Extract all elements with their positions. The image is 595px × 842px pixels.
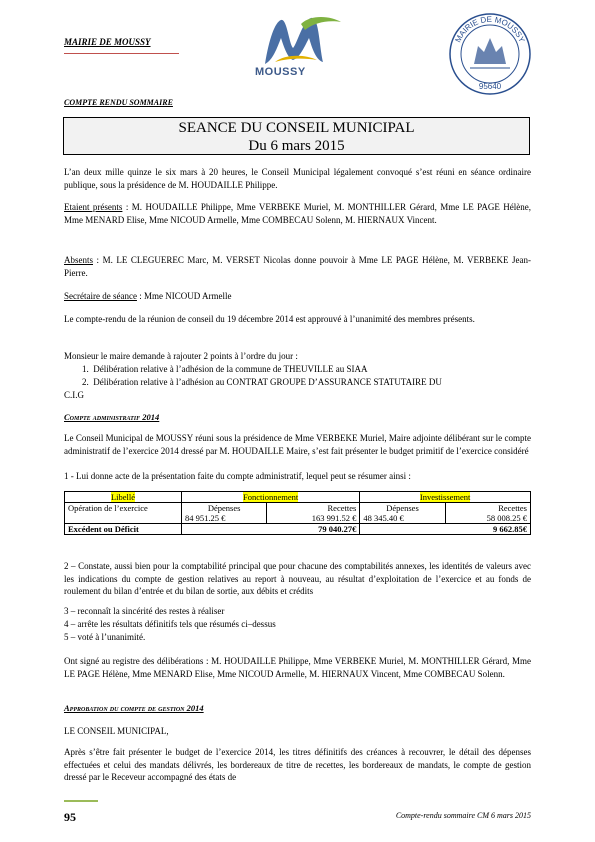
presents-paragraph xyxy=(64,201,531,226)
ordre-item-2 xyxy=(82,376,531,389)
ordre-item-2-num: 2. xyxy=(82,377,89,387)
compte-administratif-table xyxy=(64,491,531,535)
approval-paragraph: Le compte-rendu de la réunion de conseil du 19 décembre 2014 est approuvé à l’unanimité des membres présents. xyxy=(64,314,475,324)
table-header-row xyxy=(65,492,531,503)
official-seal xyxy=(448,12,532,96)
intro-paragraph: L’an deux mille quinze le six mars à 20 heures, le Conseil Municipal légalement convoqué s’est réuni en séance ordinaire publique, sous la présidence de M. HOUDAILLE Philippe. xyxy=(64,167,531,190)
secretaire-text: : Mme NICOUD Armelle xyxy=(136,291,232,301)
row1-invest-depenses: Dépenses 48 345.40 € xyxy=(360,503,445,524)
ordre-item-2-continued: C.I.G xyxy=(64,390,84,400)
table-row xyxy=(65,524,531,535)
footer-caption: Compte-rendu sommaire CM 6 mars 2015 xyxy=(395,811,531,820)
point-2: 2 – Constate, aussi bien pour la comptabilité principal que pour chacune des comptabilités annexes, les identités de valeurs avec les indications du compte de gestion relatives au report à nouveau, au résultat d’exploitation de l’exercice et au fonds de roulement du bilan d’entrée et du bilan de sortie, aux débits et crédits xyxy=(64,561,531,596)
row2-fonct-result: 79 040.27€ xyxy=(182,524,360,535)
point-5: 5 – voté à l’unanimité. xyxy=(64,632,146,642)
header-fonctionnement: Fonctionnement xyxy=(182,492,360,503)
compte-gestion-paragraph: Après s’être fait présenter le budget de l’exercice 2014, les titres définitifs des créances à recouvrer, le détail des dépenses effectuées et celui des mandats délivrés, les bordereaux de titre de recettes, les bordereaux de mandats, le compte de gestion dressé par le Receveur accompagné des états de xyxy=(64,747,531,782)
ordre-intro: Monsieur le maire demande à rajouter 2 points à l’ordre du jour : xyxy=(64,351,298,361)
ordre-item-1-text: Délibération relative à l’adhésion de la commune de THEUVILLE au SIAA xyxy=(93,364,368,374)
ordre-item-1-num: 1. xyxy=(82,364,89,374)
header-libelle: Libellé xyxy=(65,492,182,503)
compte-administratif-paragraph: Le Conseil Municipal de MOUSSY réuni sous la présidence de Mme VERBEKE Muriel, Maire adjointe délibérant sur le compte administratif de l’exercice 2014 dressé par M. HOUDAILLE Maire, s’est fait présenter le budget primitif de l’exercice considéré xyxy=(64,433,531,456)
header-divider xyxy=(64,53,179,54)
seal-graphic xyxy=(448,12,532,96)
page-number: 95 xyxy=(64,810,76,824)
section-compte-administratif-title: Compte administratif 2014 xyxy=(64,412,160,422)
logo-text: MOUSSY xyxy=(255,66,306,78)
mairie-header: MAIRIE DE MOUSSY xyxy=(64,37,151,47)
row2-invest-result: 9 662.85€ xyxy=(360,524,531,535)
presents-label: Etaient présents xyxy=(64,202,123,212)
row2-label: Excédent ou Déficit xyxy=(65,524,182,535)
table-row xyxy=(65,503,531,524)
point-4: 4 – arrête les résultats définitifs tels que résumés ci–dessus xyxy=(64,619,276,629)
secretaire-paragraph xyxy=(64,290,531,303)
moussy-logo-mark xyxy=(245,14,350,69)
row1-fonct-recettes: Recettes 163 991.52 € xyxy=(267,503,360,524)
seal-top-text: MAIRIE DE MOUSSY xyxy=(453,14,527,44)
absents-label: Absents xyxy=(64,255,93,265)
row1-invest-recettes: Recettes 58 008.25 € xyxy=(445,503,530,524)
moussy-logo xyxy=(245,14,350,82)
session-date: Du 6 mars 2015 xyxy=(248,138,345,154)
row1-label: Opération de l’exercice xyxy=(65,503,182,524)
presents-text: : M. HOUDAILLE Philippe, Mme VERBEKE Muriel, M. MONTHILLER Gérard, Mme LE PAGE Hélène, Mme MENARD Elise, Mme NICOUD Armelle, Mme COMBECAU Solenn, M. HIERNAUX Vincent. xyxy=(64,202,531,225)
session-title: SEANCE DU CONSEIL MUNICIPAL xyxy=(178,120,415,136)
point-3: 3 – reconnaît la sincérité des restes à réaliser xyxy=(64,606,225,616)
seal-bottom-text: 95640 xyxy=(478,82,502,91)
row1-fonct-depenses: Dépenses 84 951.25 € xyxy=(182,503,267,524)
footer-divider xyxy=(64,800,98,802)
absents-paragraph xyxy=(64,254,531,279)
secretaire-label: Secrétaire de séance xyxy=(64,291,137,301)
council-heading: LE CONSEIL MUNICIPAL, xyxy=(64,726,169,736)
section-compte-gestion-title: Approbation du compte de gestion 2014 xyxy=(64,703,204,713)
ordre-item-2-text: Délibération relative à l’adhésion au CONTRAT GROUPE D’ASSURANCE STATUTAIRE DU xyxy=(93,377,442,387)
report-label: COMPTE RENDU SOMMAIRE xyxy=(64,98,173,107)
ordre-item-1 xyxy=(82,363,531,376)
point-1: 1 - Lui donne acte de la présentation faite du compte administratif, lequel peut se résumer ainsi : xyxy=(64,471,411,481)
header-investissement: Investissement xyxy=(360,492,531,503)
session-title-box xyxy=(63,117,530,155)
signatures-paragraph: Ont signé au registre des délibérations : M. HOUDAILLE Philippe, Mme VERBEKE Muriel, M. MONTHILLER Gérard, Mme LE PAGE Hélène, Mme MENARD Elise, Mme NICOUD Armelle, M. HIERNAUX Vincent, Mme COMBECAU Solenn. xyxy=(64,656,531,679)
absents-text: : M. LE CLEGUEREC Marc, M. VERSET Nicolas donne pouvoir à Mme LE PAGE Hélène, M. VERBEKE Jean-Pierre. xyxy=(64,255,531,278)
